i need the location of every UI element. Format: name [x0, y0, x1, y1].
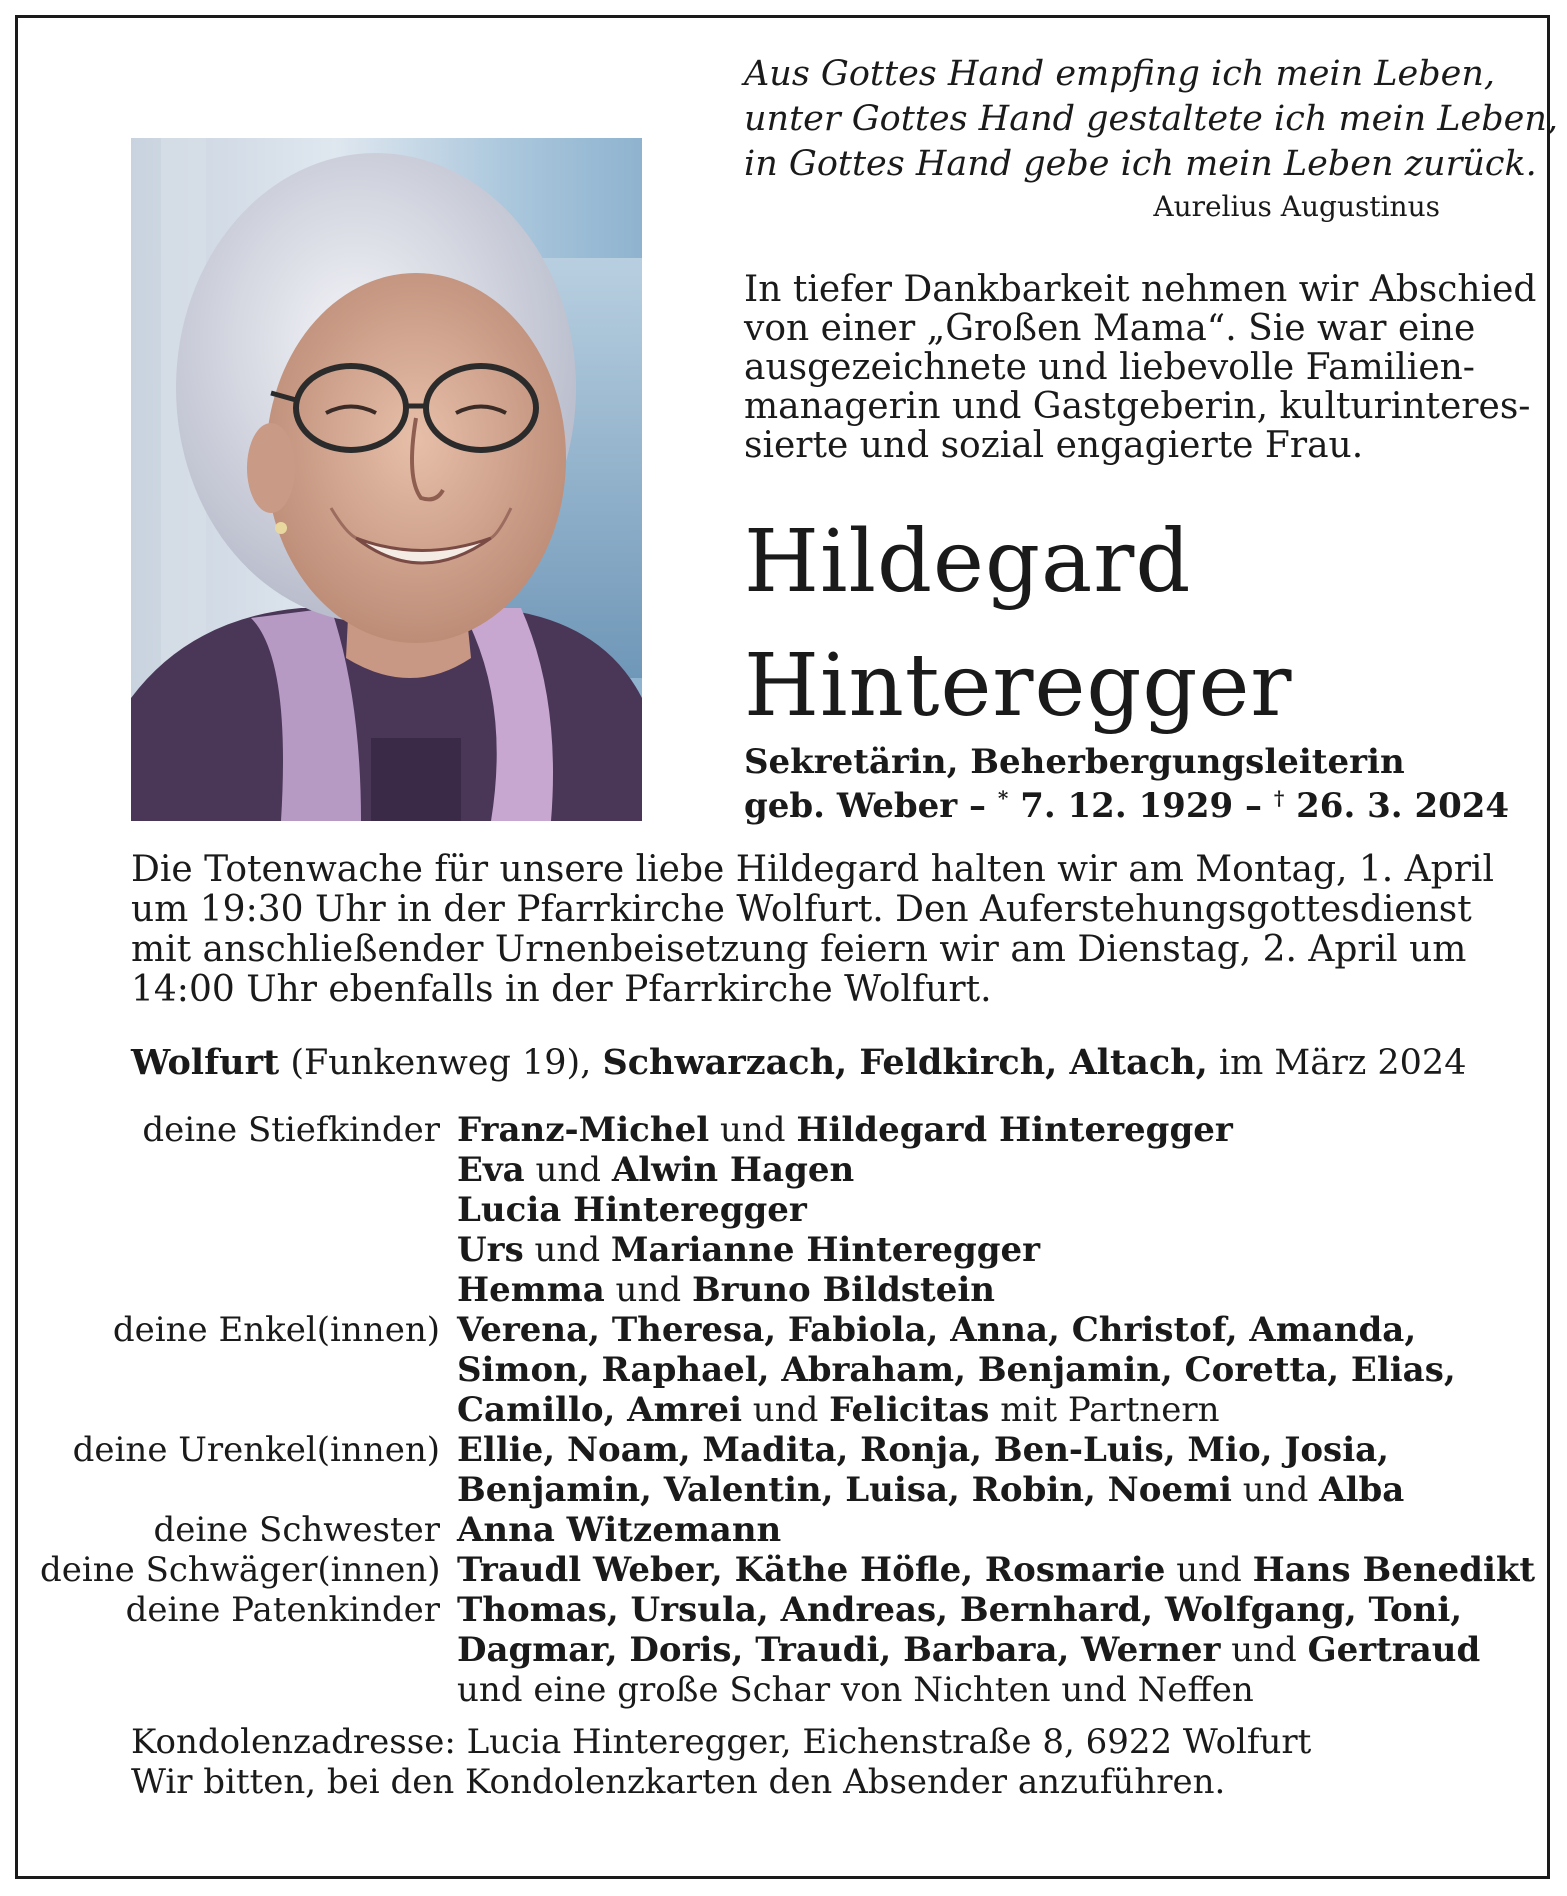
family-name-segment: Felicitas	[829, 1390, 990, 1430]
family-name-segment: Anna Witzemann	[457, 1510, 782, 1550]
motto-line: Aus Gottes Hand empfing ich mein Leben,	[744, 54, 1496, 94]
family-name-segment: Verena, Theresa, Fabiola, Anna, Christof, Amanda,	[457, 1310, 1417, 1350]
birth-date: 7. 12. 1929 –	[1008, 786, 1274, 826]
place-date: im März 2024	[1207, 1043, 1467, 1083]
family-name-segment: Alba	[1319, 1470, 1405, 1510]
family-name-segment: mit Partnern	[989, 1390, 1220, 1430]
family-name-segment: und	[604, 1270, 692, 1310]
family-label: deine Schwäger(innen)	[40, 1550, 441, 1590]
funeral-line: um 19:30 Uhr in der Pfarrkirche Wolfurt. Den Auferstehungsgottesdienst	[131, 889, 1472, 930]
family-label	[40, 1670, 457, 1710]
funeral-line: mit anschließender Urnenbeisetzung feiern wir am Dienstag, 2. April um	[131, 929, 1467, 970]
family-name-segment: Simon, Raphael, Abraham, Benjamin, Coretta, Elias,	[457, 1350, 1456, 1390]
maiden-name: geb. Weber –	[744, 786, 998, 826]
condolence-info	[131, 1722, 1311, 1802]
family-name-segment: Marianne Hinteregger	[610, 1230, 1041, 1270]
family-row-in-laws	[40, 1550, 1550, 1590]
family-names	[457, 1470, 1550, 1510]
family-row-grandchildren	[40, 1350, 1550, 1390]
family-name-segment: Ellie, Noam, Madita, Ronja, Ben-Luis, Mio, Josia,	[457, 1430, 1389, 1470]
family-label	[40, 1190, 457, 1230]
family-names	[457, 1230, 1550, 1270]
family-names	[457, 1510, 1550, 1550]
family-names	[457, 1110, 1550, 1150]
family-name-segment: Hans Benedikt	[1252, 1550, 1536, 1590]
motto-author: Aurelius Augustinus	[1153, 190, 1440, 223]
family-label	[40, 1470, 457, 1510]
motto-line: in Gottes Hand gebe ich mein Leben zurück.	[744, 144, 1537, 184]
family-names	[457, 1550, 1550, 1590]
family-names	[457, 1590, 1550, 1630]
family-names	[457, 1150, 1550, 1190]
family-list	[40, 1110, 1550, 1710]
deceased-details	[744, 740, 1510, 828]
deceased-name	[744, 500, 1292, 748]
family-label: deine Urenkel(innen)	[72, 1430, 440, 1470]
family-name-segment: Thomas, Ursula, Andreas, Bernhard, Wolfgang, Toni,	[457, 1590, 1463, 1630]
funeral-info	[131, 849, 1494, 1010]
family-names	[457, 1310, 1550, 1350]
family-row-sister	[40, 1510, 1550, 1550]
family-name-segment: und	[1220, 1630, 1308, 1670]
family-row-stepchildren	[40, 1230, 1550, 1270]
town: Wolfurt	[131, 1042, 280, 1083]
family-label	[40, 1270, 457, 1310]
family-name-segment: Alwin Hagen	[611, 1150, 855, 1190]
family-name-segment: und	[709, 1110, 797, 1150]
family-row-stepchildren	[40, 1150, 1550, 1190]
family-label	[40, 1230, 457, 1270]
profession: Sekretärin, Beherbergungsleiterin	[744, 742, 1405, 782]
family-label: deine Stiefkinder	[142, 1110, 440, 1150]
family-label	[40, 1390, 457, 1430]
other-places: Schwarzach, Feldkirch, Altach,	[602, 1042, 1208, 1083]
portrait-photo	[131, 138, 642, 821]
intro-line: In tiefer Dankbarkeit nehmen wir Abschied	[744, 269, 1537, 310]
death-symbol: †	[1273, 786, 1285, 810]
family-name-segment: Camillo, Amrei	[457, 1390, 742, 1430]
motto-quote	[744, 52, 1558, 187]
family-names	[457, 1430, 1550, 1470]
family-name-segment: Urs	[457, 1230, 524, 1270]
family-names	[457, 1190, 1550, 1230]
family-name-segment: Hildegard Hinteregger	[796, 1110, 1233, 1150]
family-names	[457, 1670, 1550, 1710]
family-label	[40, 1150, 457, 1190]
family-label: deine Patenkinder	[125, 1590, 440, 1630]
family-name-segment: Bruno Bildstein	[691, 1270, 995, 1310]
family-name-segment: Lucia Hinteregger	[457, 1190, 807, 1230]
family-row-godchildren	[40, 1630, 1550, 1670]
family-label: deine Schwester	[153, 1510, 440, 1550]
family-name-segment: Gertraud	[1307, 1630, 1481, 1670]
intro-line: managerin und Gastgeberin, kulturinteres-	[744, 386, 1531, 427]
family-name-segment: und	[524, 1150, 612, 1190]
family-row-grandchildren	[40, 1390, 1550, 1430]
family-name-segment: und	[1231, 1470, 1320, 1510]
condolence-address: Kondolenzadresse: Lucia Hinteregger, Eichenstraße 8, 6922 Wolfurt	[131, 1722, 1312, 1762]
family-row-great-grandchildren	[40, 1430, 1550, 1470]
funeral-line: Die Totenwache für unsere liebe Hildegard halten wir am Montag, 1. April	[131, 849, 1494, 890]
motto-line: unter Gottes Hand gestaltete ich mein Leben,	[744, 99, 1558, 139]
family-label	[40, 1630, 457, 1670]
family-row-stepchildren	[40, 1110, 1550, 1150]
family-label: deine Enkel(innen)	[112, 1310, 440, 1350]
first-name: Hildegard	[744, 512, 1192, 612]
family-name-segment: und	[741, 1390, 830, 1430]
intro-line: von einer „Großen Mama“. Sie war eine	[744, 308, 1476, 349]
family-name-segment: und	[523, 1230, 611, 1270]
family-row-stepchildren	[40, 1190, 1550, 1230]
life-dates	[744, 784, 1510, 828]
family-row-stepchildren	[40, 1270, 1550, 1310]
family-name-segment: Dagmar, Doris, Traudi, Barbara, Werner	[457, 1630, 1221, 1670]
family-names	[457, 1390, 1550, 1430]
family-name-segment: Hemma	[457, 1270, 605, 1310]
family-label	[40, 1350, 457, 1390]
family-row-great-grandchildren	[40, 1470, 1550, 1510]
family-row-grandchildren	[40, 1310, 1550, 1350]
funeral-line: 14:00 Uhr ebenfalls in der Pfarrkirche Wolfurt.	[131, 969, 992, 1010]
family-name-segment: Traudl Weber, Käthe Höfle, Rosmarie	[457, 1550, 1166, 1590]
address: (Funkenweg 19),	[279, 1043, 603, 1083]
intro-line: sierte und sozial engagierte Frau.	[744, 425, 1364, 466]
family-name-segment: und	[1165, 1550, 1253, 1590]
last-name: Hinteregger	[744, 636, 1293, 736]
intro-line: ausgezeichnete und liebevolle Familien-	[744, 347, 1475, 388]
family-row-godchildren	[40, 1670, 1550, 1710]
death-date: 26. 3. 2024	[1284, 786, 1510, 826]
places-line	[131, 1042, 1466, 1083]
family-name-segment: Franz-Michel	[457, 1110, 710, 1150]
family-name-segment: Eva	[457, 1150, 525, 1190]
family-name-segment: Benjamin, Valentin, Luisa, Robin, Noemi	[457, 1470, 1232, 1510]
family-names	[457, 1350, 1550, 1390]
condolence-note: Wir bitten, bei den Kondolenzkarten den Absender anzuführen.	[131, 1762, 1226, 1802]
family-name-segment: und eine große Schar von Nichten und Neffen	[457, 1670, 1254, 1710]
family-row-godchildren	[40, 1590, 1550, 1630]
family-names	[457, 1270, 1550, 1310]
birth-symbol: *	[997, 786, 1009, 810]
intro-text	[744, 269, 1537, 466]
family-names	[457, 1630, 1550, 1670]
